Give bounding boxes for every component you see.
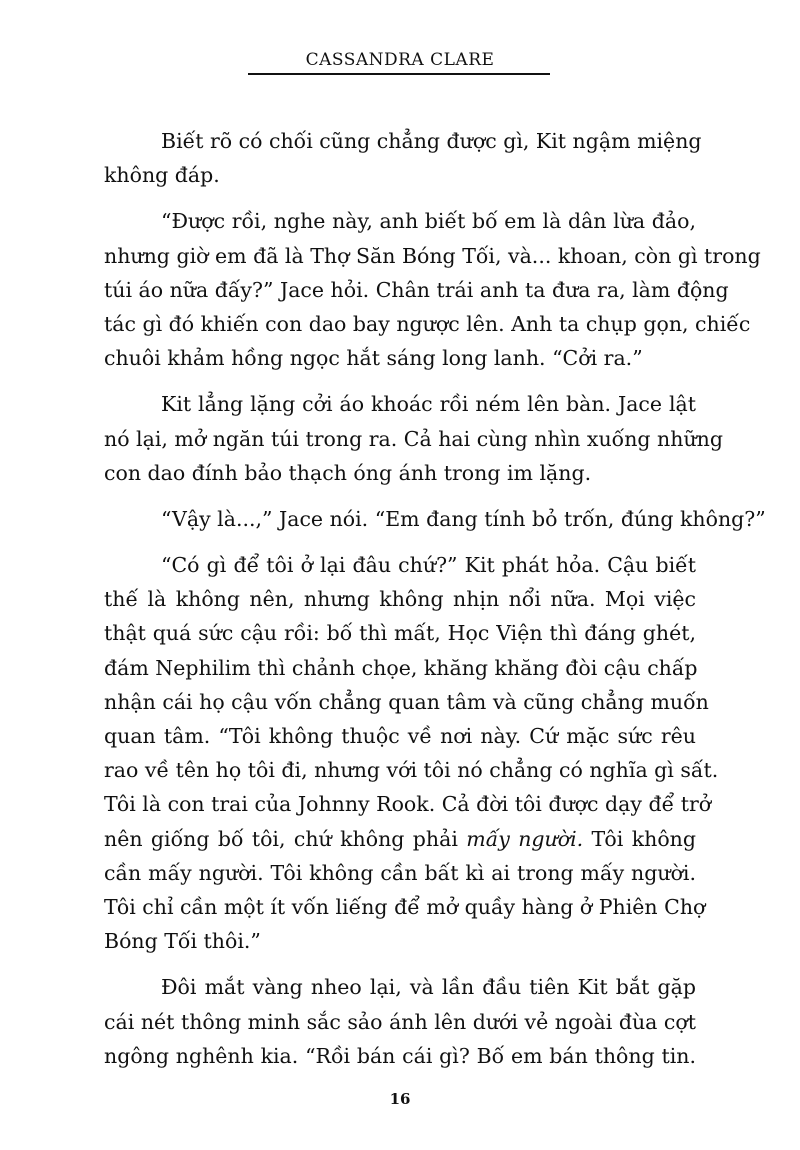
text-line: Tôi là con trai của Johnny Rook. Cả đời tôi được dạy để trở <box>104 792 712 817</box>
text-line: thật quá sức cậu rồi: bố thì mất, Học Viện thì đáng ghét, <box>104 621 696 646</box>
text-line: không đáp. <box>104 163 220 188</box>
text-line: cái nét thông minh sắc sảo ánh lên dưới vẻ ngoài đùa cợt <box>104 1009 696 1034</box>
text-line: thế là không nên, nhưng không nhịn nổi nữa. Mọi việc <box>104 587 696 612</box>
text-line: nhưng giờ em đã là Thợ Săn Bóng Tối, và... khoan, còn gì trong <box>104 243 761 268</box>
text-line: cần mấy người. Tôi không cần bất kì ai trong mấy người. <box>104 860 696 885</box>
text-line: tác gì đó khiến con dao bay ngược lên. Anh ta chụp gọn, chiếc <box>104 311 751 336</box>
text-line: đám Nephilim thì chảnh chọe, khăng khăng đòi cậu chấp <box>104 655 698 680</box>
text-line: chuôi khảm hồng ngọc hắt sáng long lanh. “Cởi ra.” <box>104 346 643 371</box>
text-line: túi áo nữa đấy?” Jace hỏi. Chân trái anh ta đưa ra, làm động <box>104 277 729 302</box>
text-line: “Vậy là...,” Jace nói. “Em đang tính bỏ trốn, đúng không?” <box>161 506 766 531</box>
text-line: “Được rồi, nghe này, anh biết bố em là dân lừa đảo, <box>161 209 696 234</box>
text-line: Đôi mắt vàng nheo lại, và lần đầu tiên Kit bắt gặp <box>161 975 696 1000</box>
text-line: Kit lẳng lặng cởi áo khoác rồi ném lên bàn. Jace lật <box>161 392 696 417</box>
text-line: rao về tên họ tôi đi, nhưng với tôi nó chẳng có nghĩa gì sất. <box>104 758 719 783</box>
text-line-with-italic <box>104 822 696 856</box>
text-segment: Tôi không <box>591 826 696 851</box>
text-line: Bóng Tối thôi.” <box>104 929 261 954</box>
paragraph-4 <box>104 502 766 536</box>
header-rule <box>248 73 550 75</box>
text-line: ngông nghênh kia. “Rồi bán cái gì? Bố em bán thông tin. <box>104 1043 696 1068</box>
paragraph-2 <box>104 204 761 375</box>
text-segment: nên giống bố tôi, chứ không phải <box>104 826 458 851</box>
text-line: nó lại, mở ngăn túi trong ra. Cả hai cùng nhìn xuống những <box>104 426 723 451</box>
running-header-author: CASSANDRA CLARE <box>305 50 495 70</box>
text-line: Tôi chỉ cần một ít vốn liếng để mở quầy hàng ở Phiên Chợ <box>104 894 706 919</box>
page-number: 16 <box>389 1090 411 1108</box>
body-text <box>104 124 766 1085</box>
text-line: quan tâm. “Tôi không thuộc về nơi này. Cứ mặc sức rêu <box>104 724 696 748</box>
paragraph-3 <box>104 387 723 490</box>
text-line: con dao đính bảo thạch óng ánh trong im lặng. <box>104 460 592 485</box>
paragraph-5 <box>104 548 719 958</box>
italic-phrase: mấy người. <box>466 826 584 851</box>
paragraph-1 <box>104 124 702 192</box>
paragraph-6 <box>104 970 696 1073</box>
text-line: “Có gì để tôi ở lại đâu chứ?” Kit phát hỏa. Cậu biết <box>161 553 696 578</box>
text-line: Biết rõ có chối cũng chẳng được gì, Kit ngậm miệng <box>161 129 702 153</box>
text-line: nhận cái họ cậu vốn chẳng quan tâm và cũng chẳng muốn <box>104 689 709 714</box>
